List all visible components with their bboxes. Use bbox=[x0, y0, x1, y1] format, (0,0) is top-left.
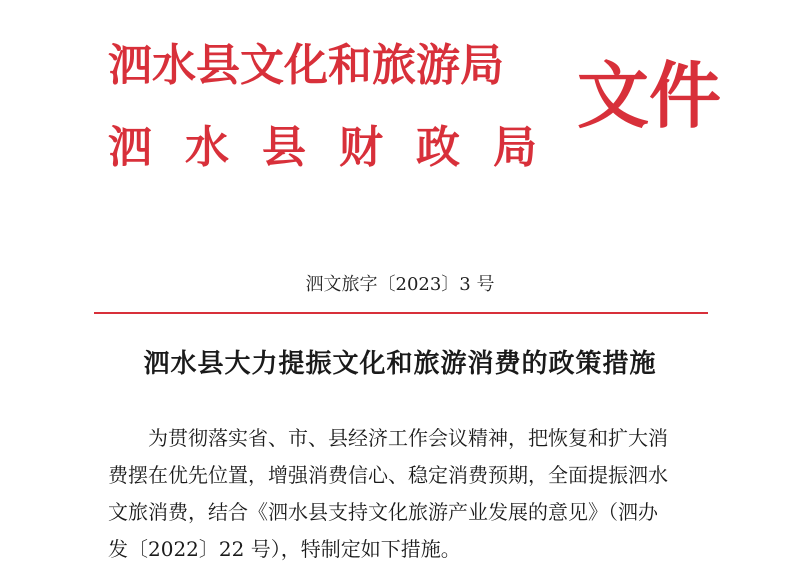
document-number: 泗文旅字〔2023〕3 号 bbox=[305, 274, 495, 295]
body-line: 发〔2022〕22 号），特制定如下措施。 bbox=[108, 537, 461, 561]
document-title: 泗水县大力提振文化和旅游消费的政策措施 bbox=[143, 349, 657, 379]
body-line: 文旅消费，结合《泗水县支持文化旅游产业发展的意见》（泗办 bbox=[108, 500, 658, 524]
document-type-label: 文件 bbox=[577, 53, 722, 138]
issuer-line-2: 泗水县财政局 bbox=[108, 122, 570, 173]
issuer-line-1: 泗水县文化和旅游局 bbox=[108, 40, 504, 91]
red-divider bbox=[94, 312, 708, 314]
body-paragraph bbox=[108, 420, 693, 568]
body-line: 费摆在优先位置，增强消费信心、稳定消费预期，全面提振泗水 bbox=[108, 463, 668, 487]
body-line: 为贯彻落实省、市、县经济工作会议精神，把恢复和扩大消 bbox=[148, 426, 668, 450]
